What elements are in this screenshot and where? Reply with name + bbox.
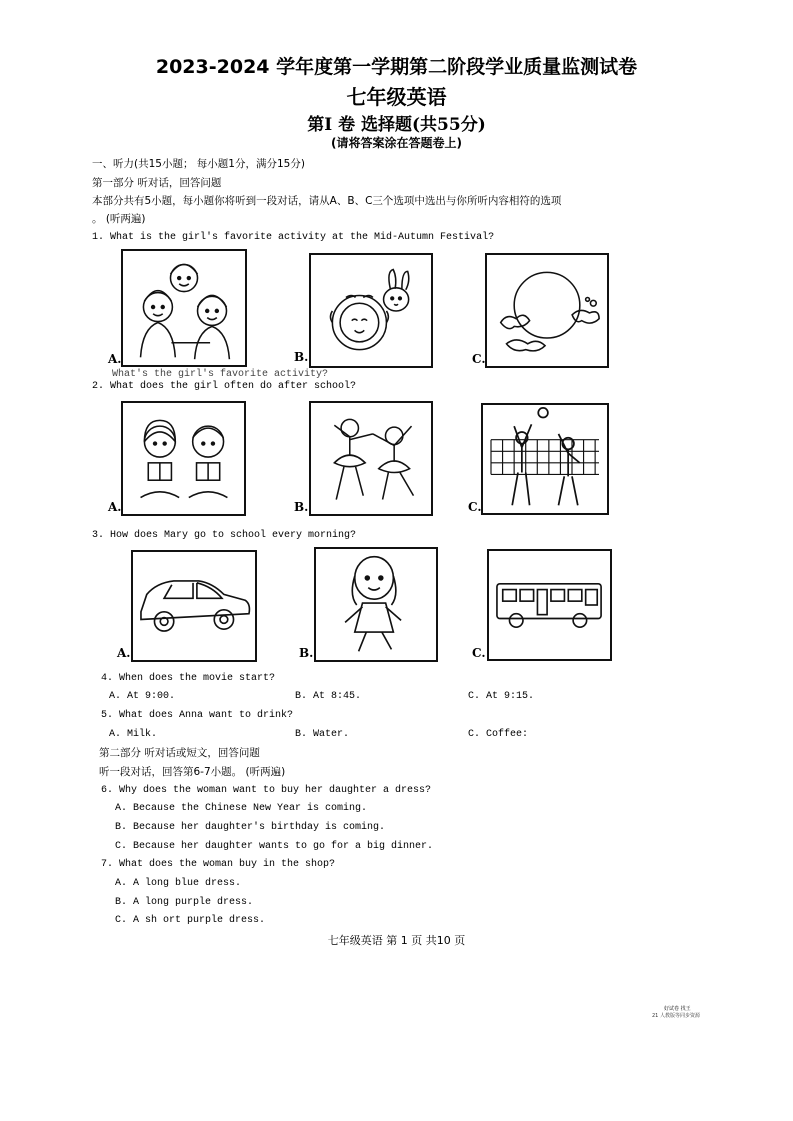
q4-option-a[interactable]: A. At 9:00. [109, 691, 176, 702]
q2-option-b-image[interactable] [309, 401, 433, 516]
answer-note: (请将答案涂在答题卷上) [331, 136, 462, 150]
question-7-text: 7. What does the woman buy in the shop? [101, 859, 336, 870]
part2-title: 第二部分 听对话或短文，回答问题 [99, 747, 260, 759]
question-6-text: 6. Why does the woman want to buy her daughter a dress? [101, 785, 432, 796]
full-moon-clouds-icon [487, 255, 607, 366]
q7-option-b[interactable]: B. A long purple dress. [115, 897, 254, 908]
part2-instructions: 听一段对话，回答第6-7小题。 (听两遍) [99, 766, 286, 778]
exam-title: 2023-2024 学年度第一学期第二阶段学业质量监测试卷 [155, 56, 638, 78]
q2-option-a-label: A. [108, 500, 122, 514]
q6-option-b[interactable]: B. Because her daughter's birthday is coming. [115, 822, 386, 833]
q3-option-b-label: B. [299, 646, 314, 660]
mooncake-rabbit-icon [311, 255, 431, 366]
car-icon [133, 552, 255, 660]
kids-reading-icon [123, 403, 244, 514]
page-footer: 七年级英语 第 1 页 共10 页 [327, 934, 466, 947]
q5-option-c[interactable]: C. Coffee: [468, 729, 529, 740]
q3-option-c-label: C. [472, 646, 486, 660]
q3-option-a-label: A. [117, 646, 131, 660]
q7-option-a[interactable]: A. A long blue dress. [115, 878, 242, 889]
question-2-text: 2. What does the girl often do after school? [92, 381, 357, 392]
q1-option-c-image[interactable] [485, 253, 609, 368]
question-5-text: 5. What does Anna want to drink? [101, 710, 294, 721]
part1-title: 第一部分 听对话，回答问题 [92, 177, 222, 189]
watermark-line-1: 好试卷 找王 [664, 1006, 691, 1012]
q6-option-a[interactable]: A. Because the Chinese New Year is coming. [115, 803, 368, 814]
q2-option-c-label: C. [468, 500, 482, 514]
q5-option-a[interactable]: A. Milk. [109, 729, 158, 740]
section-heading: 一、听力(共15小题； 每小题1分，满分15分) [92, 158, 305, 170]
question-3-text: 3. How does Mary go to school every morning? [92, 530, 357, 541]
q1-overlap-text: What's the girl's favorite activity? [112, 369, 329, 380]
part1-instructions: 本部分共有5小题，每小题你将听到一段对话，请从A、B、C三个选项中选出与你所听内容相符的选项 [92, 195, 562, 207]
question-4-text: 4. When does the movie start? [101, 673, 276, 684]
q4-option-b[interactable]: B. At 8:45. [295, 691, 362, 702]
question-1-text: 1. What is the girl's favorite activity at the Mid-Autumn Festival? [92, 232, 495, 243]
q1-option-a-label: A. [108, 352, 122, 366]
q2-option-c-image[interactable] [481, 403, 609, 515]
walking-girl-icon [316, 549, 436, 660]
q2-option-a-image[interactable] [121, 401, 246, 516]
q3-option-a-image[interactable] [131, 550, 257, 662]
q4-option-c[interactable]: C. At 9:15. [468, 691, 535, 702]
q2-option-b-label: B. [294, 500, 309, 514]
part1-instructions-cont: 。 (听两遍) [92, 213, 146, 225]
dancing-girls-icon [311, 403, 431, 514]
family-reunion-icon [123, 251, 245, 365]
q1-option-c-label: C. [472, 352, 486, 366]
q6-option-c[interactable]: C. Because her daughter wants to go for a big dinner. [115, 841, 434, 852]
watermark-line-2: 21 人教版等同步资源 [652, 1013, 700, 1019]
q1-option-b-label: B. [294, 350, 309, 364]
volleyball-players-icon [483, 405, 607, 513]
q5-option-b[interactable]: B. Water. [295, 729, 350, 740]
q1-option-a-image[interactable] [121, 249, 247, 367]
bus-icon [489, 551, 610, 659]
q7-option-c[interactable]: C. A sh ort purple dress. [115, 915, 266, 926]
part-title: 第Ⅰ 卷 选择题(共55分) [307, 115, 486, 135]
q1-option-b-image[interactable] [309, 253, 433, 368]
subject-title: 七年级英语 [346, 85, 447, 109]
q3-option-b-image[interactable] [314, 547, 438, 662]
q3-option-c-image[interactable] [487, 549, 612, 661]
